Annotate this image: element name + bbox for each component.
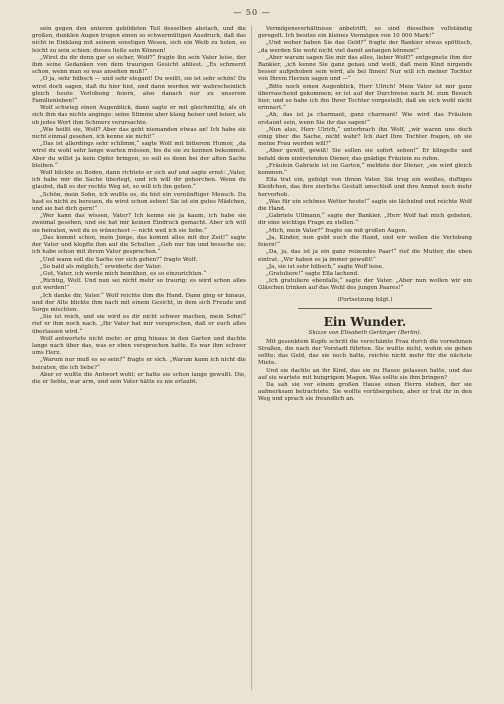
paragraph: „Richtig, Wolf. Und nun sei nicht mehr so traurig; es wird schon alles gut werden!“: [32, 278, 246, 292]
paragraph: „Was für ein schönes Wetter heute!“ sagte sie lächelnd und reichte Wolf die Hand.: [258, 198, 472, 213]
paragraph: „Bitte noch einen Augenblick, Herr Ulrich! Mein Vater ist mir ganz überraschend gekommen; er ist auf der Durchreise nach M. zum Besuch hier, und so habe ich ihn Ihrer Tochter vorgestellt, daß sie sich wohl nicht erinnert.“: [258, 83, 472, 112]
paragraph: „Nun also, Herr Ulrich,“ unterbrach ihn Wolf, „wir waren uns doch einig über die Sache, nicht wahr? Ich darf Ihre Tochter fragen, ob sie meine Frau werden will?“: [258, 126, 472, 148]
paragraph: „Gratuliere!“ sagte Ella lachend.: [266, 270, 360, 277]
paragraph: „Da, ja, das ist ja ein ganz reizendes Paar!“ rief die Mutter, die eben eintrat. „Wir haben es ja immer gewußt!“: [258, 249, 472, 263]
paragraph: „Ja, Kinder, nun gebt euch die Hand, und wir wollen die Verlobung feiern!“: [258, 234, 472, 249]
paragraph: „Aber warum sagen Sie mir das alles, lieber Wolf?“ entgegnete ihm der Bankier, „ich kenne Sie ganz genau und weiß, daß mein Kind nirgends besser aufgehoben sein wird, als bei Ihnen! Nur will ich meiner Tochter von Ihrem Herzen sagen und —“: [258, 54, 472, 83]
paragraph: „Das ist allerdings sehr schlimm,“ sagte Wolf mit bitterem Humor, „da wirst du wohl sehr lange warten müssen, bis du sie zu kennen bekommst. Aber du willst ja kein Opfer bringen, so soll es denn bei der alten Sache bleiben.“: [32, 141, 246, 169]
paragraph: „Und woher haben Sie das Geld?“ fragte der Bankier etwas spöttisch, „da werden Sie wohl nicht viel damit anfangen können!“: [258, 40, 472, 54]
paragraph: „O ja, sehr hübsch — und sehr elegant! Du weißt, sie ist sehr schön! Du wirst doch sagen, daß du hier bist, und dann werden wir wahrscheinlich gleich heute Verlobung feiern, also danach nur zu unserem Familienleben!“: [32, 76, 246, 105]
paragraph: Wolf schwieg einen Augenblick, dann sagte er mit gleichmütig, als ob sich ihm das nichts anginge: seine Stimme aber klang heiser und leiser, als ob jedes Wort ihm Schmerz verursachte.: [32, 105, 246, 126]
story-byline: Skizze von Elisabeth Gerlinger (Berlin).: [308, 329, 422, 336]
paragraph: sein gegen den unteren gebildeten Teil desselben abstach, und die großen, dunklen Augen trugen einen so schwermütigen Ausdruck, daß das nicht in Einklang mit seinem sonstigen Wesen, sich ein Weib zu holen, so leicht zu sein schien; dieses ließe sein Können!: [32, 26, 246, 54]
paragraph: „Und wann soll die Sache vor sich gehen?“ fragte Wolf.: [40, 256, 198, 263]
paragraph: „So bald als möglich,“ erwiderte der Vater.: [40, 263, 162, 270]
paragraph: „Gut, Vater, ich werde mich bemühen, es so einzurichten.“: [40, 270, 207, 277]
paragraph: „Wie heißt sie, Wolf? Aber das geht niemanden etwas an! Ich habe sie nicht einmal gesehen, ich kenne sie nicht!“: [32, 126, 246, 141]
paragraph: „Das kommt schon, mein Junge, das kommt alles mit der Zeit!“ sagte der Vater und klopfte ihm auf die Schulter. „Geh nur hin und besuche sie; ich habe schon mit ihrem Vater gesprochen.“: [32, 234, 246, 256]
paragraph: Ella trat ein, gefolgt von ihrem Vater. Sie trug ein weißes, duftiges Kleidchen, das ihre zierliche Gestalt umschloß und ihre Anmut noch mehr hervorhob.: [258, 177, 472, 198]
paragraph: Da sah sie vor einem großen Hause einen Herrn stehen, der sie aufmerksam betrachtete. Sie wollte vorübergehen, aber er trat ihr in den Weg und sprach sie freundlich an.: [258, 381, 472, 403]
paragraph: Mit gesenktem Kopfe schritt die verschämte Frau durch die vornehmen Straßen, die nach der Vorstadt führten. Sie wußte nicht, wohin sie gehen sollte; das Geld, das sie noch hatte, reichte nicht mehr für die nächste Miete.: [258, 338, 472, 367]
paragraph: „Fräulein Gabriele ist im Garten,“ meldete der Diener, „sie wird gleich kommen.“: [258, 162, 472, 177]
paragraph: „Warum nur muß es so sein?“ fragte er sich. „Warum kann ich nicht die heiraten, die ich liebe?“: [32, 357, 246, 371]
paragraph: „Schön, mein Sohn, ich wußte es, du bist ein vernünftiger Mensch. Du hast es nicht zu bereuen, du wirst schon sehen! Sie ist ein gutes Mädchen, und sie hat dich gern!“: [32, 191, 246, 213]
paragraph: „Sie ist reich, und sie wird es dir nicht schwer machen, mein Sohn!“ rief er ihm noch nach. „Ihr Vater hat mir versprochen, daß er euch alles überlassen wird.“: [32, 314, 246, 335]
paragraph: „Ja, sie ist sehr hübsch,“ sagte Wolf leise.: [266, 263, 384, 270]
paragraph: „Ich gratuliere ebenfalls,“ sagte der Vater. „Aber nun wollen wir ein Gläschen trinken auf das Wohl des jungen Paares!“: [258, 278, 472, 292]
section-divider: [298, 308, 432, 309]
paragraph: Aber er wußte die Antwort wohl; er hatte sie schon lange gewußt. Die, die er liebte, war arm, und sein Vater hätte es nie erlaubt.: [32, 371, 246, 385]
paragraph: „Wirst du dir denn gar so sicher, Wolf?“ fragte ihn sein Vater leise, der ihm seine Gedanken von dem traurigen Gesicht abliest. „Es schmerzt schon, wenn man so was ansehen muß!“: [32, 54, 246, 76]
paragraph: „Wer kann das wissen, Vater? Ich kenne sie ja kaum, ich habe sie zweimal gesehen, und sie hat mir keinen Eindruck gemacht. Aber ich will sie heiraten, weil du es wünschest — nicht weil ich sie liebe.“: [32, 213, 246, 234]
paragraph: „Ah, das ist ja charmant, ganz charmant! Wie wird das Fräulein erstaunt sein, wenn Sie ihr das sagen!“: [258, 112, 472, 126]
paragraph: „Ich danke dir, Vater.“ Wolf reichte ihm die Hand. Dann ging er hinaus, und der Alte blickte ihm nach mit einem Gesicht, in dem sich Freude und Sorge mischten.: [32, 292, 246, 313]
paragraph: „Mich, mein Vater?“ fragte sie mit großen Augen.: [266, 227, 408, 234]
paragraph: Wolf antwortete nicht mehr; er ging hinaus in den Garten und dachte lange nach über das, was er eben versprochen hatte. Es war ihm schwer ums Herz.: [32, 335, 246, 357]
paragraph: „Gabriele Ullmann,“ sagte der Bankier, „Herr Wolf hat mich gebeten, dir eine wichtige Frage zu stellen.“: [258, 213, 472, 227]
story-title: Ein Wunder.: [323, 314, 407, 329]
page-number: — 50 —: [233, 8, 271, 17]
paragraph: „Aber gewiß, gewiß! Sie sollen sie sofort sehen!“ Er klingelte und befahl dem eintretenden Diener, das gnädige Fräulein zu rufen.: [258, 148, 472, 162]
left-column: [32, 26, 246, 690]
paragraph: Vermögensverhältnisse anbetrifft, so sind dieselben vollständig geregelt. Ich besitze ein kleines Vermögen von 10 000 Mark!“: [258, 26, 472, 40]
continuation-note: (Fortsetzung folgt.): [337, 296, 393, 303]
right-column: [258, 26, 472, 690]
paragraph: Und sie dachte an ihr Kind, das sie zu Hause gelassen hatte, und das auf sie wartete mit hungrigem Magen. Was sollte sie ihm bringen?: [258, 367, 472, 381]
paragraph: Wolf blickte zu Boden, dann richtete er sich auf und sagte ernst: „Vater, ich habe mir die Sache überlegt, und ich will dir gehorchen. Wenn du glaubst, daß es der rechte Weg ist, so will ich ihn gehen.“: [32, 170, 246, 191]
column-divider: [251, 26, 252, 690]
